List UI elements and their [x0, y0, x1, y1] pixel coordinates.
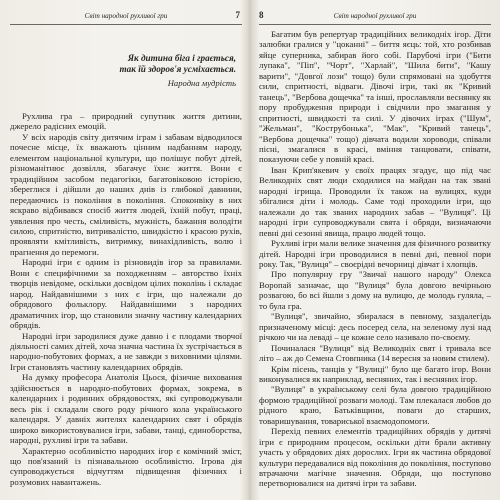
epigraph-line: так їй здоров'я усміхається. — [119, 64, 236, 74]
left-running-head-title: Світ народної рухливої гри — [84, 12, 168, 20]
paragraph: Народні ігри зародилися дуже давно і є плодами творчої діяльності самих дітей, хоча значна частина їх зустрічається в народно-побутових формах, а не завжди з виховними цілями. Ігри становлять частину календарних обрядів. — [10, 330, 242, 372]
epigraph-source: Народна мудрість — [167, 78, 236, 88]
paragraph: Перехід певних елементів традиційних обрядів у дитячі ігри є природним процесом, оскільки діти брали активну участь у обрядових діях дорослих. Ігри як частина обрядової культури передавалися від покоління до покоління, поступово втрачаючи магічне значення. Обряди, що поступово перетворювалися на дитячі ігри та забави. — [259, 426, 491, 489]
paragraph: "Вулиця", звичайно, збиралася в певному, заздалегідь призначеному місці: десь посеред села, на зеленому лузі над річкою чи на леваді – це кожне село називало по-своєму. — [259, 311, 491, 343]
paragraph: Про популярну гру "Звичаї нашого народу" Олекса Воропай зазначає, що "Вулиця" була довгою вечірньою розвагою, бо всі йшли з дому на вулицю, де молодь гуляла, – то була гра. — [259, 269, 491, 311]
paragraph: Рухливі ігри мали велике значення для фізичного розвитку дітей. Народні ігри проводилися в певні дні, певної пори року. Так, "Вулиця" – своєрідні вечорниці дівчат і хлопців. — [259, 238, 491, 269]
paragraph: Крім пісень, танців у "Вулиці" було ще багато ігор. Вони виконувалися як наприклад, весняних, так і весняних ігор. — [259, 363, 491, 384]
right-body-text — [259, 29, 491, 489]
epigraph-line: Як дитина біга і грається, — [127, 53, 236, 63]
left-page — [10, 10, 242, 494]
paragraph: Багатим був репертуар традиційних великодніх ігор. Діти залюбки гралися у "цоканні" – биття яєць: той, хто розбивав яйце суперника, забирав його собі. Парубочі ігри ("Бити лупака", "Піп", "Чорт", "Харлай", "Шила бити", "Кашу варити", "Довгої лози" тощо) були спрямовані на здобуття сили, спритності, відваги. Дівочі ігри, такі як "Кривий танець", "Вербова дощечка" та інші, прославляли веснянку як пору пробудження природи і свідчили про змагання у спритності, швидкості та силі. У дівочих іграх ("Шум", "Жельман", "Кострубонька", "Мак", "Кривий танець", "Вербова дощечка" тощо) дівчата водили хороводи, співали пісні, змагалися в красі, вміння танцювати, співати, показуючи себе у повній красі. — [259, 29, 491, 165]
right-running-head — [259, 10, 491, 25]
paragraph: Починалася "Вулиця" від Великодніх свят і тривала все літо – аж до Семена Стовпника (14 вересня за новим стилем). — [259, 342, 491, 364]
right-running-head-title: Світ народної рухливої гри — [333, 12, 417, 20]
left-running-head — [10, 10, 242, 25]
paragraph: Рухлива гра – природний супутник життя дитини, джерело радісних емоцій. — [10, 111, 242, 132]
epigraph — [10, 53, 242, 89]
left-body-text — [10, 111, 242, 487]
left-page-number: 7 — [235, 10, 240, 20]
paragraph: Характерно особливістю народних ігор є комічний зміст, що пов'язаний із пізнавальною особливістю. Ігрова дія супроводжується відчуттям підвищення фізичних і розумових навантажень. — [10, 445, 242, 487]
paragraph: У всіх народів світу дитячим іграм і забавам відводилося почесне місце, їх вважають цінним надбанням народу, елементом національної культури, що полішує побут дітей, різноманітнює дозвілля, збагачує їхнє життя. Вони є традиційним засобом педагогіки, багатовіковою історією, збереглися і дійшли до наших днів із глибокої давнини, передаючись із покоління в покоління. Споконвіку в них яскраво відбивався спосіб життя людей, їхній побут, праці, уявлення про честь, сміливість, мужність, бажання володіти силою, спритністю, витривалістю, швидкістю і красою рухів, проявляти кмітливість, витримку, винахідливість, волю і прагнення до перемоги. — [10, 131, 242, 257]
paragraph: "Вулиця" в українському селі була довгою традиційною формою традиційної розваги молоді. Там плекалася любов до рідного краю, Батьківщини, поваги до старших, товаришування, товариської взаємодопомоги. — [259, 384, 491, 426]
paragraph: Іван Крип'якевич у своїх працях згадує, що під час Великодніх свят люди сходилися на майдан на так звані народні ігрища. Проводили їх також на вулицях, куди збігалися діти і молодь. Саме тоді проходили ігри, що належали до так званих народних забав – "Вулиця". Ці народні ігри супроводжували свята і обряди, визначаючи певні дні сезонні явища, працю людей тощо. — [259, 164, 491, 238]
paragraph: На думку професора Анатолія Цьося, фізичне виховання здійснюється в народно-побутових формах, зокрема, в календарних і родинних обрядовостях, які супроводжували весь рік і складали свого роду річного кола українського календаря. У давніх жителях календарних свят і обрядів широко використовувалися ігри, забави, танці, єдиноборства, народні, рухливі ігри та забави. — [10, 372, 242, 446]
right-page-number: 8 — [259, 10, 264, 20]
paragraph: Народні ігри є одним із різновидів ігор за правилами. Вони є специфічними за походженням – авторство їхніх творців невідоме, оскільки досвідом цілих поколінь і складає народ. Найдавнішими з них є ігри, що належали до обрядового фольклору. Найдавнішими з народних драматичних ігор, що становили значну частину календарних обрядів. — [10, 257, 242, 331]
right-page — [259, 10, 491, 494]
